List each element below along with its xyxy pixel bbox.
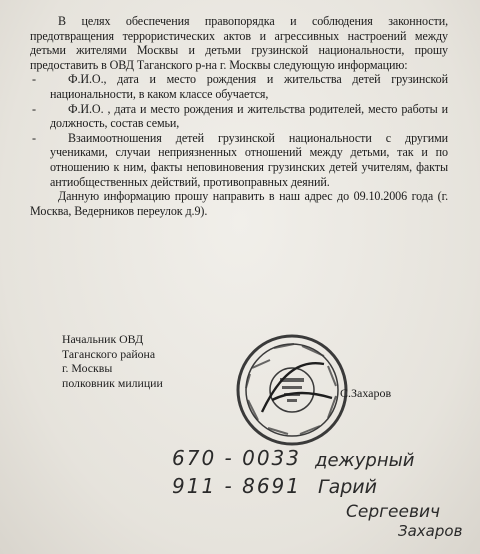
signatory-title-line: Таганского района [62, 346, 156, 361]
handwritten-first-name: Гарий [318, 476, 377, 498]
list-item-text: Ф.И.О. , дата и место рождения и жительства родителей, место работы и должность, состав семьи, [50, 101, 448, 131]
letter-body [30, 14, 448, 218]
official-stamp [232, 330, 352, 450]
signatory-title-line: Начальник ОВД [62, 332, 144, 346]
list-item [30, 131, 448, 189]
list-item [30, 102, 448, 131]
handwritten-phone-1: 670 - 0033 [172, 446, 302, 470]
signatory-title-line: полковник милиции [62, 375, 163, 390]
handwritten-phone-2: 911 - 8691 [172, 474, 302, 498]
list-bullet: - [32, 72, 36, 87]
list-bullet: - [32, 130, 36, 145]
list-item [30, 72, 448, 101]
closing-paragraph: Данную информацию прошу направить в наш адрес до 09.10.2006 года (г. Москва, Ведерников переулок д.9). [30, 189, 448, 218]
request-list [30, 72, 448, 189]
signature-block [62, 332, 163, 390]
signatory-name: С.Захаров [340, 386, 392, 400]
handwritten-duty-note: дежурный [315, 450, 415, 471]
intro-paragraph: В целях обеспечения правопорядка и соблюдения законности, предотвращения террористических актов и агрессивных настроений между детьми жителями Москвы и детьми грузинской национальности, прошу предоставить в ОВД Таганского р-на г. Москвы следующую информацию: [30, 14, 448, 72]
handwritten-patronymic: Сергеевич [346, 502, 441, 522]
handwritten-surname: Захаров [398, 522, 463, 540]
list-bullet: - [32, 101, 36, 116]
list-item-text: Ф.И.О., дата и место рождения и жительства детей грузинской национальности, в каком классе обучается, [50, 72, 448, 101]
signatory-title-line: г. Москвы [62, 361, 113, 376]
list-item-text: Взаимоотношения детей грузинской национальности с другими учениками, случаи неприязненных отношений между детьми, так и по отношению к ним, факты неповиновения грузинских детей учителям, факты антиобщественных действий, противоправных деяний. [50, 130, 448, 189]
